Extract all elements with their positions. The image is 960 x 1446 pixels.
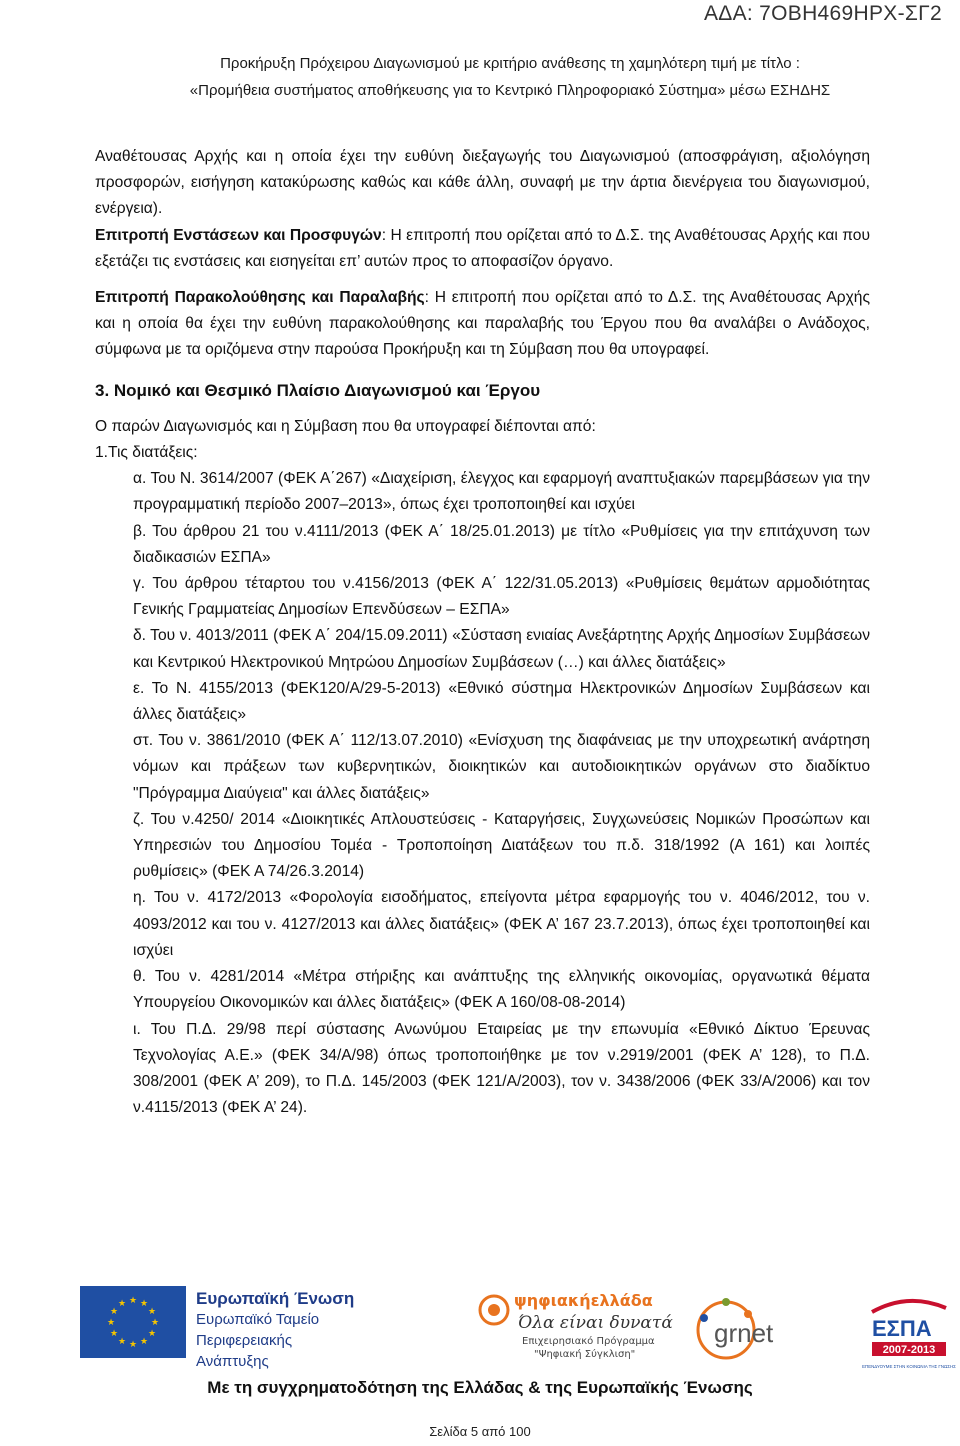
eu-flag-icon	[80, 1286, 186, 1358]
paragraph-3	[95, 285, 870, 364]
eu-fund-line-2: Περιφερειακής	[196, 1332, 293, 1349]
svg-text:Επιχειρησιακό Πρόγραμμα: Επιχειρησιακό Πρόγραμμα	[522, 1336, 655, 1347]
eu-fund-line-1: Ευρωπαϊκό Ταμείο	[196, 1311, 320, 1328]
list-item: ι. Του Π.Δ. 29/98 περί σύστασης Ανωνύμου Εταιρείας με την επωνυμία «Εθνικό Δίκτυο Έρευνας Τεχνολογίας Α.Ε.» (ΦΕΚ 34/Α/98) όπως τροποποιήθηκε με τον ν.2919/2001 (ΦΕΚ Α’ 128), το Π.Δ. 308/2001 (ΦΕΚ Α’ 209), το Π.Δ. 145/2003 (ΦΕΚ 121/Α/2003), τον ν. 3438/2006 (ΦΕΚ 33/Α/2006) και τον ν.4115/2013 (ΦΕΚ Α’ 24).	[133, 1020, 870, 1117]
list-item: στ. Του ν. 3861/2010 (ΦΕΚ Α΄ 112/13.07.2010) «Ενίσχυση της διαφάνειας με την υποχρεωτική ανάρτηση νόμων και πράξεων των κυβερνητικών, διοικητικών και αυτοδιοικητικών οργάνων στο διαδίκτυο "Πρόγραμμα Διαύγεια" και άλλες διατάξεις»	[133, 732, 870, 802]
svg-text:★: ★	[128, 1296, 138, 1306]
paragraph-3-text: : Η επιτροπή που ορίζεται από το Δ.Σ. της Αναθέτουσας Αρχής και η οποία θα έχει την ευθύνη παρακολούθησης και παραλαβής του Έργου που θα αναλάβει ο Ανάδοχος, σύμφωνα με τα οριζόμενα στην παρούσα Προκήρυξη και τη Σύμβαση που θα υπογραφεί.	[95, 289, 870, 359]
espa-logo	[862, 1288, 956, 1374]
digital-greece-logo	[468, 1284, 673, 1364]
legal-list	[95, 466, 870, 1121]
list-item: δ. Του ν. 4013/2011 (ΦΕΚ Α΄ 204/15.09.2011) «Σύσταση ενιαίας Ανεξάρτητης Αρχής Δημοσίων Συμβάσεων και Κεντρικού Ηλεκτρονικού Μητρώου Δημοσίων Συμβάσεων (…) και άλλες διατάξεις»	[133, 627, 870, 671]
eu-title: Ευρωπαϊκή Ένωση	[196, 1289, 355, 1308]
term-objections-committee: Επιτροπή Ενστάσεων και Προσφυγών	[95, 226, 382, 244]
cofunding-statement: Με τη συγχρηματοδότηση της Ελλάδας & της Ευρωπαϊκής Ένωσης	[207, 1378, 753, 1397]
term-monitoring-committee: Επιτροπή Παρακολούθησης και Παραλαβής	[95, 289, 425, 307]
section-intro: Ο παρών Διαγωνισμός και η Σύμβαση που θα υπογραφεί διέπονται από:	[95, 417, 596, 435]
svg-text:★: ★	[147, 1307, 157, 1317]
list-item: θ. Του ν. 4281/2014 «Μέτρα στήριξης και ανάπτυξης της ελληνικής οικονομίας, οργανωτικά θέματα Υπουργείου Οικονομικών και άλλες διατάξεις» (ΦΕΚ Α 160/08-08-2014)	[133, 968, 870, 1012]
eu-logo-text	[196, 1288, 396, 1372]
paragraph-2-text: : Η επιτροπή που ορίζεται από το Δ.Σ. της Αναθέτουσας Αρχής και που εξετάζει τις ενστάσεις και εισηγείται επ’ αυτών προς το αποφασίζον όργανο.	[95, 226, 870, 270]
svg-text:★: ★	[117, 1299, 127, 1309]
header-line-1: Προκήρυξη Πρόχειρου Διαγωνισμού με κριτήριο ανάθεσης τη χαμηλότερη τιμή με τίτλο :	[220, 55, 800, 72]
svg-text:★: ★	[109, 1307, 119, 1317]
svg-text:★: ★	[106, 1318, 116, 1328]
svg-text:ΕΣΠΑ: ΕΣΠΑ	[872, 1316, 932, 1341]
paragraph-2	[95, 223, 870, 275]
header-line-2: «Προμήθεια συστήματος αποθήκευσης για το Κεντρικό Πληροφοριακό Σύστημα» μέσω ΕΣΗΔΗΣ	[189, 82, 831, 99]
paragraph-1: Αναθέτουσας Αρχής και η οποία έχει την ευθύνη διεξαγωγής του Διαγωνισμού (αποσφράγιση, αξιολόγηση προσφορών, εισήγηση κατακύρωσης καθώς και κάθε άλλη, συναφή με την άρτια διενέργεια του διαγωνισμού, ενέργεια).	[95, 148, 870, 218]
section-title: 3. Νομικό και Θεσμικό Πλαίσιο Διαγωνισμού και Έργου	[95, 380, 541, 400]
svg-text:grnet: grnet	[714, 1318, 774, 1348]
eu-fund-line-3: Ανάπτυξης	[196, 1353, 269, 1370]
svg-text:★: ★	[139, 1299, 149, 1309]
list-item: β. Του άρθρου 21 του ν.4111/2013 (ΦΕΚ Α΄ 18/25.01.2013) με τίτλο «Ρυθμίσεις για την επιτάχυνση των διαδικασιών ΕΣΠΑ»	[133, 522, 870, 566]
svg-text:★: ★	[109, 1329, 119, 1339]
list-item: α. Του Ν. 3614/2007 (ΦΕΚ Α΄267) «Διαχείριση, έλεγχος και εφαρμογή αναπτυξιακών παρεμβάσεων για την προγραμματική περίοδο 2007–2013», όπως έχει τροποποιηθεί και ισχύει	[133, 470, 870, 514]
list-item: η. Του ν. 4172/2013 «Φορολογία εισοδήματος, επείγοντα μέτρα εφαρμογής του ν. 4046/2012, του ν. 4093/2012 και του ν. 4127/2013 και άλλες διατάξεις» (ΦΕΚ Α’ 167 23.7.2013), όπως έχει τροποποιηθεί και ισχύει	[133, 889, 870, 959]
svg-text:2007-2013: 2007-2013	[882, 1344, 936, 1356]
svg-text:★: ★	[117, 1337, 127, 1347]
list-title: 1.Τις διατάξεις:	[95, 444, 198, 462]
svg-text:"Ψηφιακή Σύγκλιση": "Ψηφιακή Σύγκλιση"	[534, 1349, 636, 1360]
document-header	[0, 50, 960, 104]
svg-text:★: ★	[139, 1337, 149, 1347]
document-body	[95, 144, 870, 1121]
grnet-logo	[684, 1290, 834, 1370]
svg-text:ψηφιακήελλάδα: ψηφιακήελλάδα	[514, 1291, 653, 1310]
list-item: ζ. Του ν.4250/ 2014 «Διοικητικές Απλουστεύσεις - Καταργήσεις, Συγχωνεύσεις Νομικών Προσώπων και Υπηρεσιών του Δημοσίου Τομέα - Τροποποίηση Διατάξεων του π.δ. 318/1992 (Α 161) και λοιπές ρυθμίσεις» (ΦΕΚ Α 74/26.3.2014)	[133, 810, 870, 881]
svg-text:★: ★	[147, 1329, 157, 1339]
svg-text:★: ★	[128, 1340, 138, 1350]
page-number: Σελίδα 5 από 100	[429, 1424, 531, 1439]
list-item: ε. Το Ν. 4155/2013 (ΦΕΚ120/Α/29-5-2013) «Εθνικό σύστημα Ηλεκτρονικών Δημοσίων Συμβάσεων και άλλες διατάξεις»	[133, 679, 870, 724]
list-item: γ. Του άρθρου τέταρτου του ν.4156/2013 (ΦΕΚ Α΄ 122/31.05.2013) «Ρυθμίσεις θεμάτων αρμοδιότητας Γενικής Γραμματείας Δημοσίων Επενδύσεων – ΕΣΠΑ»	[133, 575, 870, 619]
svg-text:★: ★	[150, 1318, 160, 1328]
svg-text:ΕΠΕΝΔΥΟΥΜΕ ΣΤΗΝ ΚΟΙΝΩΝΙΑ ΤΗΣ Γ: ΕΠΕΝΔΥΟΥΜΕ ΣΤΗΝ ΚΟΙΝΩΝΙΑ ΤΗΣ ΓΝΩΣΗΣ	[862, 1364, 956, 1369]
ada-code: ΑΔΑ: 7ΟΒΗ469ΗΡΧ-ΣΓ2	[703, 2, 942, 25]
svg-text:Όλα είναι δυνατά: Όλα είναι δυνατά	[518, 1313, 673, 1333]
